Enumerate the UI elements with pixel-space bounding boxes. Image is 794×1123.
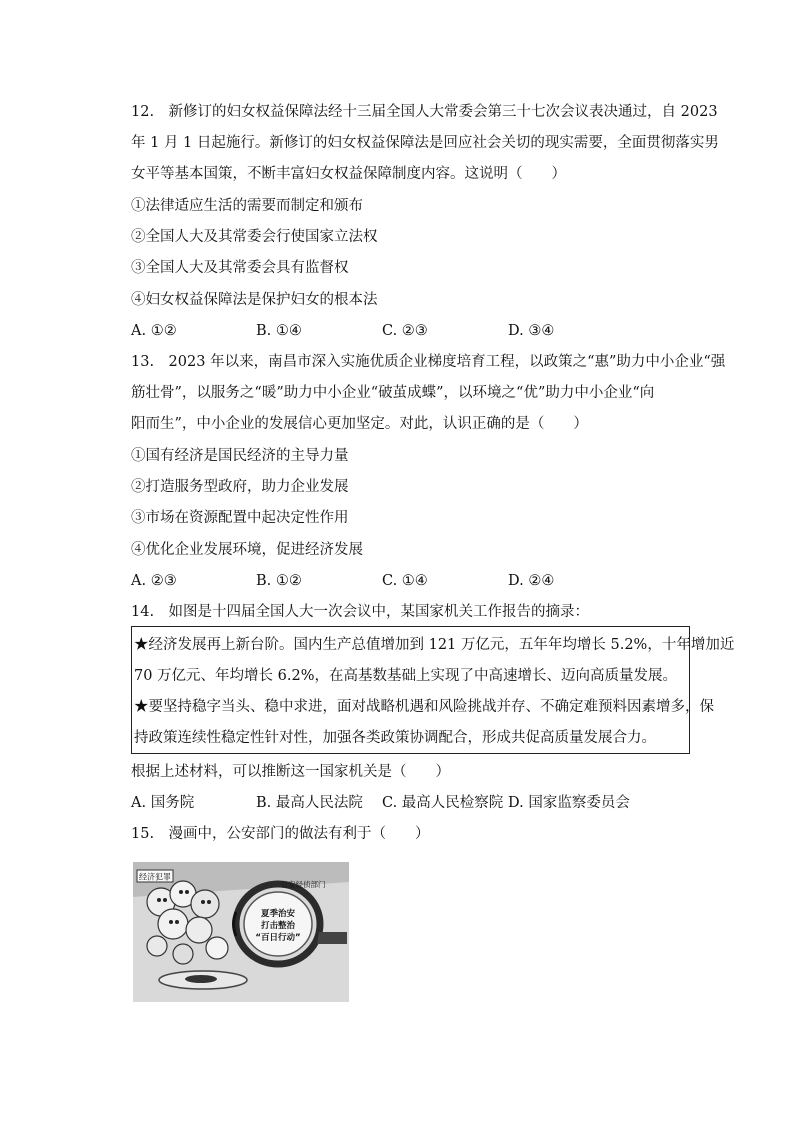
center-text-2: 打击整治: [260, 921, 296, 931]
q13-option-d[interactable]: D. ②④: [508, 573, 555, 589]
q14-options: [131, 793, 691, 813]
q13-stem-line-2: 筋壮骨”，以服务之“暖”助力中小企业“破茧成蝶”，以环境之“优”助力中小企业“向: [131, 385, 655, 401]
q13-stem-line-3: 阳而生”，中小企业的发展信心更加坚定。对此，认识正确的是（ ）: [131, 416, 588, 432]
q14-option-c[interactable]: C. 最高人民检察院: [382, 795, 504, 811]
cartoon-plate-center: [185, 975, 217, 983]
q13-stem-line-1: 13. 2023 年以来，南昌市深入实施优质企业梯度培育工程，以政策之“惠”助力中小企业“强: [131, 354, 726, 370]
q12-option-a[interactable]: A. ①②: [131, 323, 177, 339]
q13-option-b[interactable]: B. ①②: [256, 573, 302, 589]
q15-cartoon-image: [133, 862, 349, 1002]
center-text-3: “百日行动”: [255, 933, 301, 943]
q14-excerpt-box: [131, 626, 735, 754]
q12-option-d[interactable]: D. ③④: [508, 323, 555, 339]
q13-options: [131, 571, 691, 591]
q14-question: 根据上述材料，可以推断这一国家机关是（ ）: [131, 764, 450, 780]
dept-label: 公安经侦部门: [280, 880, 326, 889]
q12-stem-line-3: 女平等基本国策，不断丰富妇女权益保障制度内容。这说明（ ）: [131, 166, 566, 182]
q12-option-c[interactable]: C. ②③: [382, 323, 428, 339]
q14-stem: 14. 如图是十四届全国人大一次会议中，某国家机关工作报告的摘录：: [131, 604, 590, 620]
center-text-1: 夏季治安: [260, 909, 296, 919]
q13-statement-3: ③市场在资源配置中起决定性作用: [131, 510, 349, 526]
q14-excerpt-line-2: 70 万亿元、年均增长 6.2%，在高基数基础上实现了中高速增长、迈向高质量发展。: [134, 668, 678, 684]
q12-statement-1: ①法律适应生活的需要而制定和颁布: [131, 198, 363, 214]
q13-option-a[interactable]: A. ②③: [131, 573, 177, 589]
crime-label: 经济犯罪: [139, 872, 171, 882]
q12-statement-2: ②全国人大及其常委会行使国家立法权: [131, 229, 378, 245]
q13-option-c[interactable]: C. ①④: [382, 573, 428, 589]
q15-stem: 15. 漫画中，公安部门的做法有利于（ ）: [131, 826, 430, 842]
q14-option-b[interactable]: B. 最高人民法院: [256, 795, 363, 811]
q12-options: [131, 321, 691, 341]
q13-statement-4: ④优化企业发展环境，促进经济发展: [131, 542, 363, 558]
q14-excerpt-line-3: ★要坚持稳字当头、稳中求进，面对战略机遇和风险挑战并存、不确定难预料因素增多，保: [134, 699, 714, 715]
q12-stem-line-1: 12. 新修订的妇女权益保障法经十三届全国人大常委会第三十七次会议表决通过，自 2023: [131, 104, 718, 120]
q12-statement-3: ③全国人大及其常委会具有监督权: [131, 260, 349, 276]
q13-statement-1: ①国有经济是国民经济的主导力量: [131, 448, 349, 464]
q12-option-b[interactable]: B. ①④: [256, 323, 302, 339]
q13-statement-2: ②打造服务型政府，助力企业发展: [131, 479, 349, 495]
q12-statement-4: ④妇女权益保障法是保护妇女的根本法: [131, 292, 378, 308]
q12-stem-line-2: 年 1 月 1 日起施行。新修订的妇女权益保障法是回应社会关切的现实需要，全面贯彻落实男: [131, 135, 719, 151]
q14-excerpt-line-4: 持政策连续性稳定性针对性，加强各类政策协调配合，形成共促高质量发展合力。: [134, 730, 656, 746]
q14-excerpt-line-1: ★经济发展再上新台阶。国内生产总值增加到 121 万亿元，五年年均增长 5.2%，十年增加近: [134, 637, 735, 653]
q14-option-d[interactable]: D. 国家监察委员会: [508, 795, 630, 811]
q14-option-a[interactable]: A. 国务院: [131, 795, 195, 811]
